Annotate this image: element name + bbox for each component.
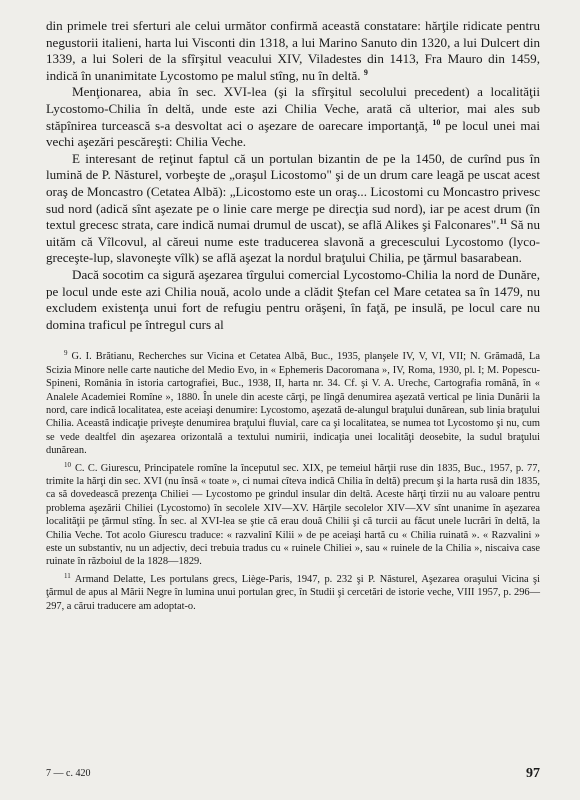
paragraph-1-text: din primele trei sferturi ale celui următor confirmă această constatare: hărţile ridicate pentru negustorii italieni, harta lui Visconti din 1318, a lui Marino Sanuto din 1320, a lui Dulcert din 1339, a lui Soleri de la sfîrşitul veacului XIV, Viladestes din 1413, Fra Mauro din 1459, indică în unanimitate Lycostomo pe malul stîng, nu în deltă.	[46, 18, 540, 83]
paragraph-3-end: Să nu uităm că Vîlcovul, al căreui nume este traducerea slavonă a grecescului Lycostomo (lyco-greceşte-lup, slavoneşte vîlk) se află aşezat la nordul braţului Chilia, pe ţărmul basarabean.	[46, 217, 541, 266]
paragraph-2-end: pe locul unei mai vechi aşezări pescăreşti: Chilia Veche.	[46, 117, 541, 150]
paragraph-3	[46, 151, 540, 267]
paragraph-4	[46, 267, 540, 333]
paragraph-2-text: Menţionarea, abia în sec. XVI-lea (şi la sfîrşitul secolului precedent) a localităţii Lycostomo-Chilia în deltă, unde este azi Chilia Veche, arată că ulterior, mai ales sub stăpînirea turcească s-a desvoltat aci o aşezare de oarecare importanţă,	[46, 84, 540, 133]
footnote-text: Armand Delatte, Les portulans grecs, Liège-Paris, 1947, p. 232 şi P. Năsturel, Aşezarea oraşului Vicina şi ţărmul de apus al Mării Negre în lumina unui portulan grec, în Studii şi cercetări de istorie veche, VIII 1957, p. 296—297, a cărui traducere am adoptat-o.	[46, 573, 540, 612]
footnote	[46, 573, 540, 613]
footnote	[46, 350, 540, 457]
paragraph-3-text: E interesant de reţinut faptul că un portulan bizantin de pe la 1450, de curînd pus în lumină de P. Năsturel, vorbeşte de „oraşul Licostomo" şi de un drum care leagă pe uscat acest oraş de Moncastro (Cetatea Albă): „Licostomo este un oraş... Licostomi cu Moncastro privesc sud nord (adică sînt aşezate pe o linie care merge pe direcţia sud nord), iar pe acest drum (în textul grecesc strata, care indică numai drumul de uscat), se află Alikes şi Falconares".	[46, 150, 540, 233]
paragraph-1	[46, 18, 540, 84]
footnote-number: 9	[64, 349, 68, 358]
paragraph-2	[46, 84, 540, 150]
footnote-ref-10: 10	[432, 117, 441, 127]
footnote-text: G. I. Brătianu, Recherches sur Vicina et Cetatea Albă, Buc., 1935, planşele IV, V, VI, VII; N. Grămadă, La Scizia Minore nelle carte nautiche del Medio Evo, in « Ephemeris Dacoromana », IV, Roma, 1930, pl. I; M. Popescu-Spineni, România în istoria cartografiei, Buc., 1938, II, harta nr. 34. Cf. şi V. A. Urechє, Cartografia română, în « Analele Academiei Romîne », 1880. În unele din aceste cărţi, pe lîngă denumirea aşezată vertical pe linia Dunării la nord, care indică localitatea, este aceiaşi denumire: Lycostomo, aşezată de-alungul braţului dunărean, sub linia braţului Chilia. Această indicaţie priveşte denumirea braţului fluvial, care ca şi localitatea, se numea tot Lycostomo şi nu, cum se vede dealtfel din aşezarea orizontală a textului numirii, indicaţia unei localităţi deosebite, la sudul braţului dunărean.	[46, 351, 540, 457]
page-number: 97	[526, 766, 540, 781]
main-text	[46, 18, 540, 333]
footnote-text: C. C. Giurescu, Principatele romîne la începutul sec. XIX, pe temeiul hărţii ruse din 1835, Buc., 1957, p. 77, trimite la hărţi din sec. XVI (nu însă « toate », ci numai cîteva indică Chilia în deltă) precum şi la harta rusă din 1835, ca să dovedească prezenţa Chiliei — Lycostomo pe grindul insular din deltă. Aceste hărţi tîrzii nu au valoare pentru problema aşezării Chiliei (Lycostomo) în secolele XIV—XV. Hărţile secolelor XIV—XV sînt unanime în aşezarea localităţii pe ţărmul stîng. În sec. al XVI-lea se ştie că erau două Chilii şi că turcii au făcut unele lucrări în deltă, la Chilia Veche. Tot acolo Giurescu traduce: « razvalinî Kilii » de pe aceiaşi hartă cu « Chilia ruinată ». « Razvalini » este un substantiv, nu un adjectiv, deci trebuia tradus cu « ruinele Chiliei », sau « ruinele de la Chilia », niscaiva case ruinate în războiul de la 1828—1829.	[46, 462, 540, 568]
paragraph-4-text: Dacă socotim ca sigură aşezarea tîrgului comercial Lycostomo-Chilia la nord de Dunăre, pe locul unde este azi Chilia nouă, acolo unde a clădit Ştefan cel Mare cetatea sa în 1479, nu excludem existenţa unui fort de refugiu pentru orăşeni, în faţă, pe insulă, pe locul care nu domina traficul pe întregul curs al	[46, 266, 540, 332]
footnote-number: 10	[64, 460, 71, 469]
footnotes	[46, 350, 540, 613]
footnote-ref-9: 9	[363, 67, 368, 77]
footnote-number: 11	[64, 571, 71, 580]
footnote-ref-11: 11	[499, 217, 508, 227]
printer-signature: 7 — c. 420	[46, 768, 91, 779]
footnote	[46, 462, 540, 569]
